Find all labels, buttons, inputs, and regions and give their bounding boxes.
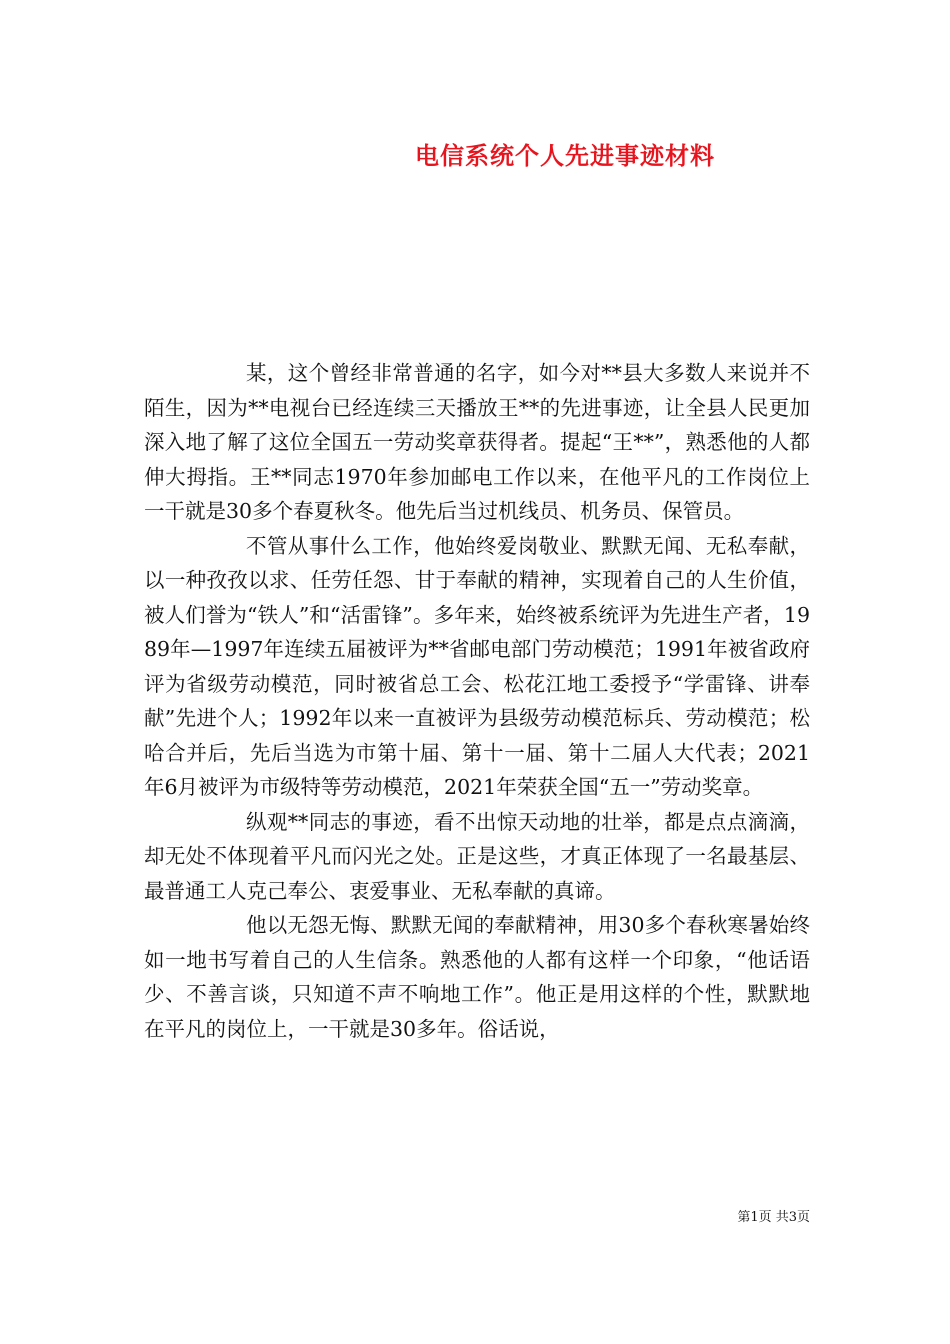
document-title: 电信系统个人先进事迹材料	[415, 141, 715, 170]
paragraph-1: 某，这个曾经非常普通的名字，如今对**县大多数人来说并不陌生，因为**电视台已经连续三天播放王**的先进事迹，让全县人民更加深入地了解了这位全国五一劳动奖章获得者。提起“王**”，熟悉他的人都伸大拇指。王**同志1970年参加邮电工作以来，在他平凡的工作岗位上一干就是30多个春夏秋冬。他先后当过机线员、机务员、保管员。	[144, 361, 810, 523]
paragraph-4: 他以无怨无悔、默默无闻的奉献精神，用30多个春秋寒暑始终如一地书写着自己的人生信条。熟悉他的人都有这样一个印象，“他话语少、不善言谈，只知道不声不响地工作”。他正是用这样的个性，默默地在平凡的岗位上，一干就是30多年。俗话说，	[144, 913, 810, 1041]
paragraph-2: 不管从事什么工作，他始终爱岗敬业、默默无闻、无私奉献，以一种孜孜以求、任劳任怨、甘于奉献的精神，实现着自己的人生价值，被人们誉为“铁人”和“活雷锋”。多年来，始终被系统评为先进生产者，1989年—1997年连续五届被评为**省邮电部门劳动模范；1991年被省政府评为省级劳动模范，同时被省总工会、松花江地工委授予“学雷锋、讲奉献”先进个人；1992年以来一直被评为县级劳动模范标兵、劳动模范；松哈合并后，先后当选为市第十届、第十一届、第十二届人大代表；2021年6月被评为市级特等劳动模范，2021年荣获全国“五一”劳动奖章。	[144, 533, 810, 799]
document-body	[144, 356, 810, 1046]
page-number-footer: 第1页 共3页	[737, 1210, 810, 1225]
paragraph-3: 纵观**同志的事迹，看不出惊天动地的壮举，都是点点滴滴，却无处不体现着平凡而闪光之处。正是这些，才真正体现了一名最基层、最普通工人克己奉公、衷爱事业、无私奉献的真谛。	[144, 809, 810, 903]
